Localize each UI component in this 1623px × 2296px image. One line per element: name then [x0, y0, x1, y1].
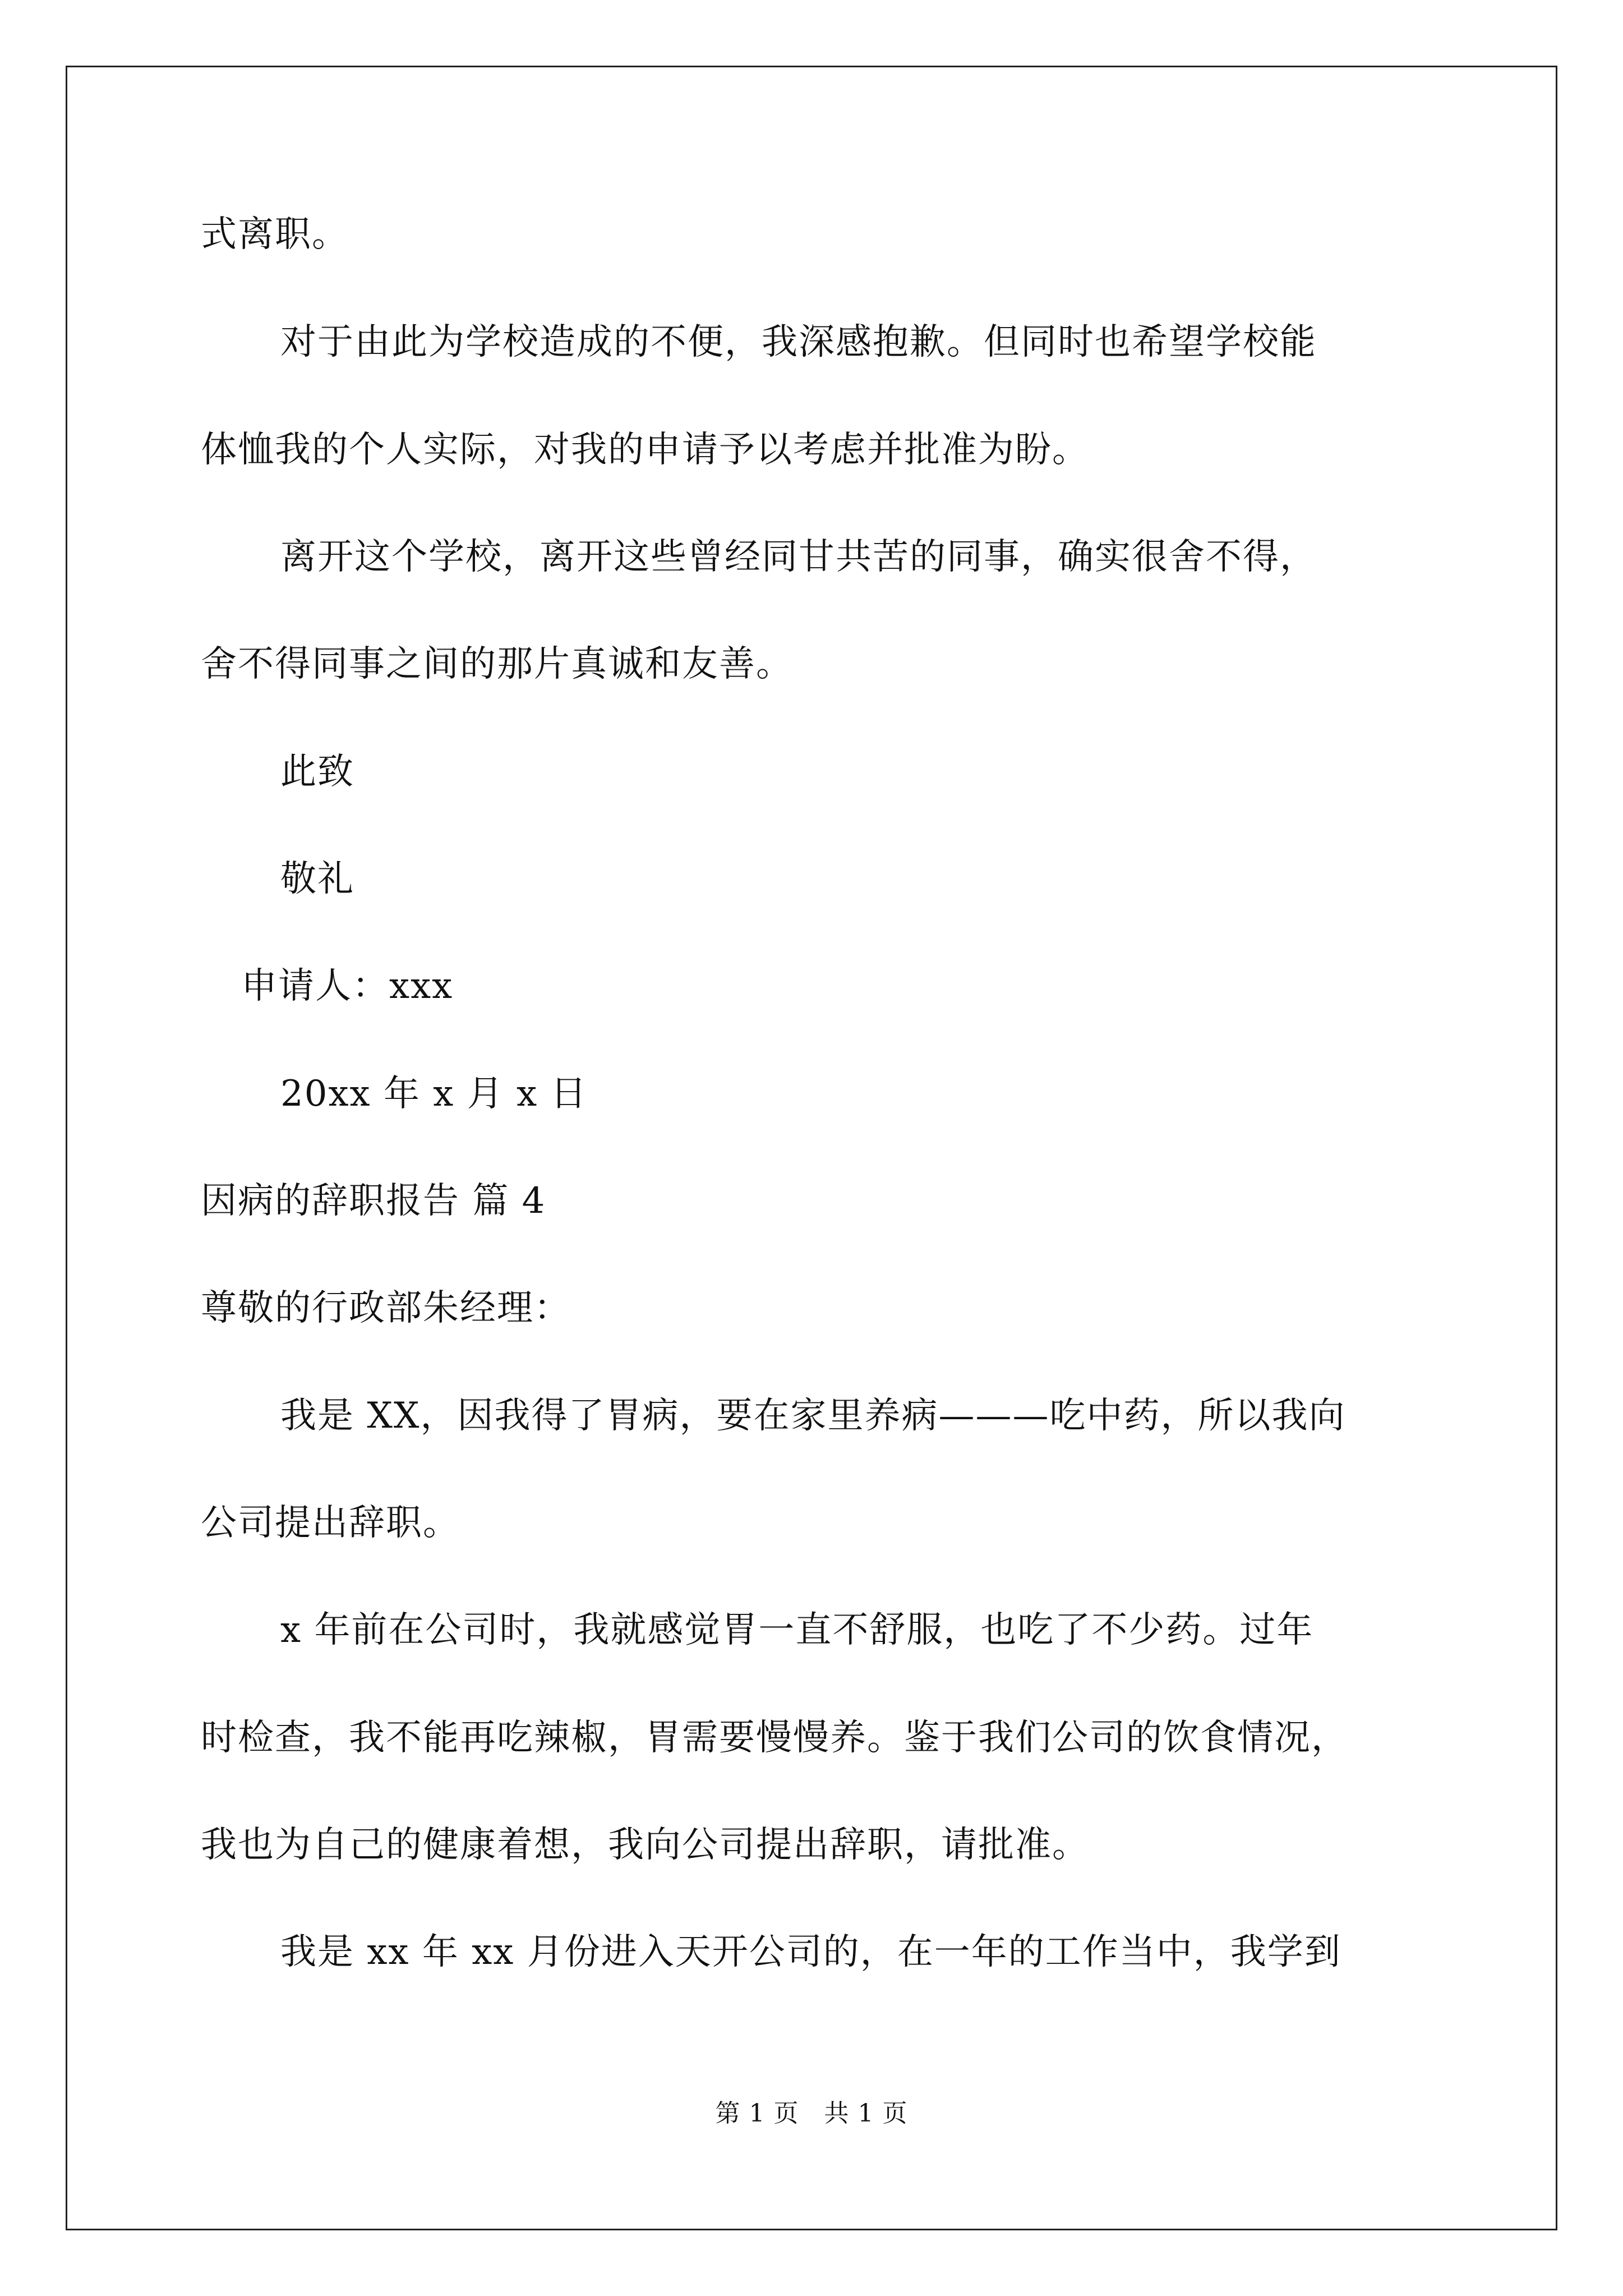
- text-line: 我是 xx 年 xx 月份进入天开公司的，在一年的工作当中，我学到: [280, 1931, 1341, 1973]
- text-line: 公司提出辞职。: [201, 1502, 460, 1544]
- text-line: 我也为自己的健康着想，我向公司提出辞职，请批准。: [201, 1824, 1089, 1866]
- text-line: 体恤我的个人实际，对我的申请予以考虑并批准为盼。: [201, 429, 1089, 471]
- closing-regards: 敬礼: [280, 858, 354, 900]
- text-line: 离开这个学校，离开这些曾经同甘共苦的同事，确实很舍不得，: [280, 536, 1317, 578]
- greeting-line: 尊敬的行政部朱经理：: [201, 1287, 571, 1329]
- text-line: 时检查，我不能再吃辣椒，胃需要慢慢养。鉴于我们公司的饮食情况，: [201, 1717, 1348, 1759]
- text-line: 对于由此为学校造成的不便，我深感抱歉。但同时也希望学校能: [280, 321, 1317, 363]
- section-heading: 因病的辞职报告 篇 4: [201, 1180, 546, 1222]
- text-line: 舍不得同事之间的那片真诚和友善。: [201, 643, 793, 685]
- closing-salutation: 此致: [280, 751, 354, 793]
- text-line: 式离职。: [201, 214, 349, 255]
- date-line: 20xx 年 x 月 x 日: [280, 1073, 588, 1115]
- applicant-signature: 申请人：xxx: [241, 965, 454, 1007]
- text-line: 我是 XX，因我得了胃病，要在家里养病———吃中药，所以我向: [280, 1395, 1346, 1437]
- page-footer: 第 1 页 共 1 页: [715, 2099, 908, 2128]
- text-line: x 年前在公司时，我就感觉胃一直不舒服，也吃了不少药。过年: [280, 1609, 1314, 1651]
- page-border: [66, 66, 1557, 2230]
